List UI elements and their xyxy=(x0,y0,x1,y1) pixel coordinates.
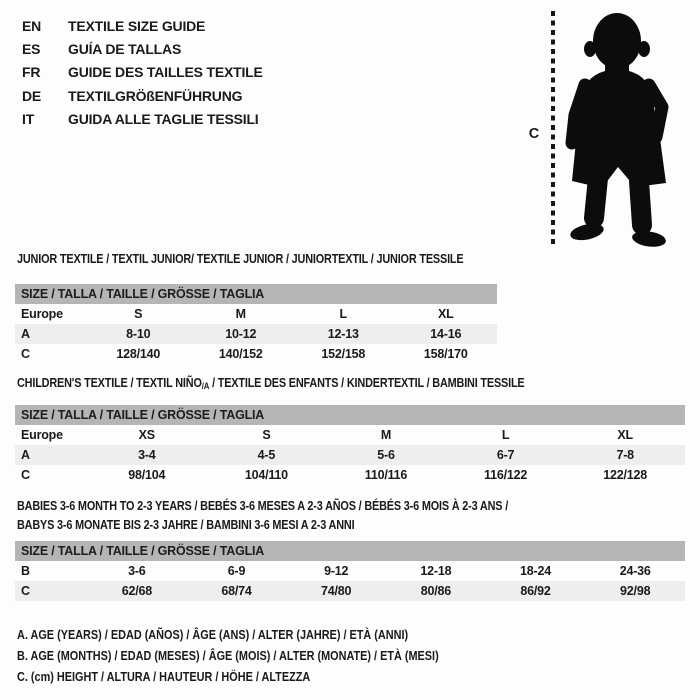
age-cell: 7-8 xyxy=(616,448,634,462)
size-cell: S xyxy=(134,307,143,321)
size-cell: S xyxy=(262,428,271,442)
table-row xyxy=(15,425,685,445)
age-cell: 3-4 xyxy=(138,448,156,462)
table-row xyxy=(15,465,685,485)
age-cell: 6-7 xyxy=(496,448,515,462)
size-cell: XS xyxy=(138,428,155,442)
language-row-de xyxy=(22,85,263,108)
age-cell: 12-13 xyxy=(327,327,359,341)
junior-size-table xyxy=(15,284,497,364)
row-label: C xyxy=(21,347,30,361)
table-row xyxy=(15,445,685,465)
table-row xyxy=(15,561,685,581)
row-label: Europe xyxy=(21,428,63,442)
children-table-title-text xyxy=(17,376,525,391)
junior-table-title xyxy=(17,252,530,266)
language-label: GUIDA ALLE TAGLIE TESSILI xyxy=(68,110,259,127)
legend-line-a xyxy=(17,625,502,646)
babies-size-table xyxy=(15,541,685,601)
toddler-silhouette-icon xyxy=(563,3,698,248)
language-row-fr xyxy=(22,61,263,84)
height-cell: 128/140 xyxy=(116,347,161,361)
babies-table-title xyxy=(17,497,581,535)
age-cell: 18-24 xyxy=(520,564,552,578)
row-label: A xyxy=(21,327,30,341)
row-label: C xyxy=(21,584,30,598)
language-code: DE xyxy=(22,87,42,104)
language-code: EN xyxy=(22,18,42,34)
height-cell: 104/110 xyxy=(244,468,288,482)
language-row-it xyxy=(22,108,263,131)
height-measure-dashed-line xyxy=(551,11,555,244)
junior-table-title-text: JUNIOR TEXTILE / TEXTIL JUNIOR/ TEXTILE JUNIOR / JUNIORTEXTIL / JUNIOR TESSILE xyxy=(17,252,464,266)
size-cell: L xyxy=(339,307,347,321)
height-cell: 80/86 xyxy=(420,584,451,598)
height-cell: 116/122 xyxy=(484,468,528,482)
legend-text: A. AGE (YEARS) / EDAD (AÑOS) / ÂGE (ANS) / ALTER (JAHRE) / ETÀ (ANNI) xyxy=(17,628,409,642)
age-cell: 5-6 xyxy=(377,448,395,462)
language-list xyxy=(22,15,263,131)
table-row xyxy=(15,304,497,324)
age-cell: 4-5 xyxy=(257,448,276,462)
language-code: FR xyxy=(22,64,41,81)
height-cell: 92/98 xyxy=(620,584,651,598)
height-cell: 98/104 xyxy=(128,468,166,482)
size-cell: M xyxy=(380,428,392,442)
age-cell: 10-12 xyxy=(225,327,257,341)
size-header-band: SIZE / TALLA / TAILLE / GRÖSSE / TAGLIA xyxy=(15,541,685,561)
title-subscript: /A xyxy=(201,381,210,391)
row-label: Europe xyxy=(21,307,63,321)
height-cell: 140/152 xyxy=(218,347,263,361)
row-label: A xyxy=(21,448,30,462)
legend-line-b xyxy=(17,646,502,667)
language-label: TEXTILGRÖßENFÜHRUNG xyxy=(68,87,243,104)
size-cell: M xyxy=(235,307,246,321)
size-header-band: SIZE / TALLA / TAILLE / GRÖSSE / TAGLIA xyxy=(15,284,497,304)
age-cell: 6-9 xyxy=(227,564,246,578)
size-header-band: SIZE / TALLA / TAILLE / GRÖSSE / TAGLIA xyxy=(15,405,685,425)
height-cell: 152/158 xyxy=(321,347,366,361)
height-measure-label: C xyxy=(528,126,540,142)
height-cell: 110/116 xyxy=(364,468,408,482)
language-code: ES xyxy=(22,41,41,58)
babies-title-line1: BABIES 3-6 MONTH TO 2-3 YEARS / BEBÉS 3-6 MESES A 2-3 AÑOS / BÉBÉS 3-6 MOIS À 2-3 ANS / xyxy=(17,499,509,513)
language-label: GUÍA DE TALLAS xyxy=(68,41,182,58)
row-label: B xyxy=(21,564,30,578)
height-cell: 68/74 xyxy=(221,584,252,598)
size-cell: XL xyxy=(617,428,633,442)
measure-legend xyxy=(17,625,502,688)
height-cell: 122/128 xyxy=(603,468,648,482)
table-row xyxy=(15,324,497,344)
legend-text: C. (cm) HEIGHT / ALTURA / HAUTEUR / HÖHE / ALTEZZA xyxy=(17,670,311,684)
age-cell: 24-36 xyxy=(619,564,651,578)
legend-text: B. AGE (MONTHS) / EDAD (MESES) / ÂGE (MOIS) / ALTER (MONATE) / ETÀ (MESI) xyxy=(17,649,439,663)
age-cell: 3-6 xyxy=(128,564,146,578)
language-label: GUIDE DES TAILLES TEXTILE xyxy=(68,64,263,81)
babies-title-line2: BABYS 3-6 MONATE BIS 2-3 JAHRE / BAMBINI 3-6 MESI A 2-3 ANNI xyxy=(17,518,355,532)
height-cell: 158/170 xyxy=(423,347,468,361)
table-row xyxy=(15,581,685,601)
language-code: IT xyxy=(22,110,35,127)
title-pre: CHILDREN'S TEXTILE / TEXTIL NIÑO xyxy=(17,376,202,390)
language-row-en xyxy=(22,15,263,38)
language-row-es xyxy=(22,38,263,61)
size-cell: XL xyxy=(437,307,454,321)
children-table-title xyxy=(17,376,600,391)
legend-line-c xyxy=(17,667,502,688)
age-cell: 12-18 xyxy=(420,564,452,578)
title-post: / TEXTILE DES ENFANTS / KINDERTEXTIL / BAMBINI TESSILE xyxy=(209,376,525,390)
table-row xyxy=(15,344,497,364)
row-label: C xyxy=(21,468,30,482)
size-cell: L xyxy=(501,428,510,442)
age-cell: 14-16 xyxy=(430,327,462,341)
age-cell: 9-12 xyxy=(324,564,349,578)
height-cell: 62/68 xyxy=(121,584,152,598)
age-cell: 8-10 xyxy=(126,327,151,341)
height-cell: 74/80 xyxy=(321,584,352,598)
children-size-table xyxy=(15,405,685,485)
height-cell: 86/92 xyxy=(520,584,551,598)
language-label: TEXTILE SIZE GUIDE xyxy=(68,18,206,34)
